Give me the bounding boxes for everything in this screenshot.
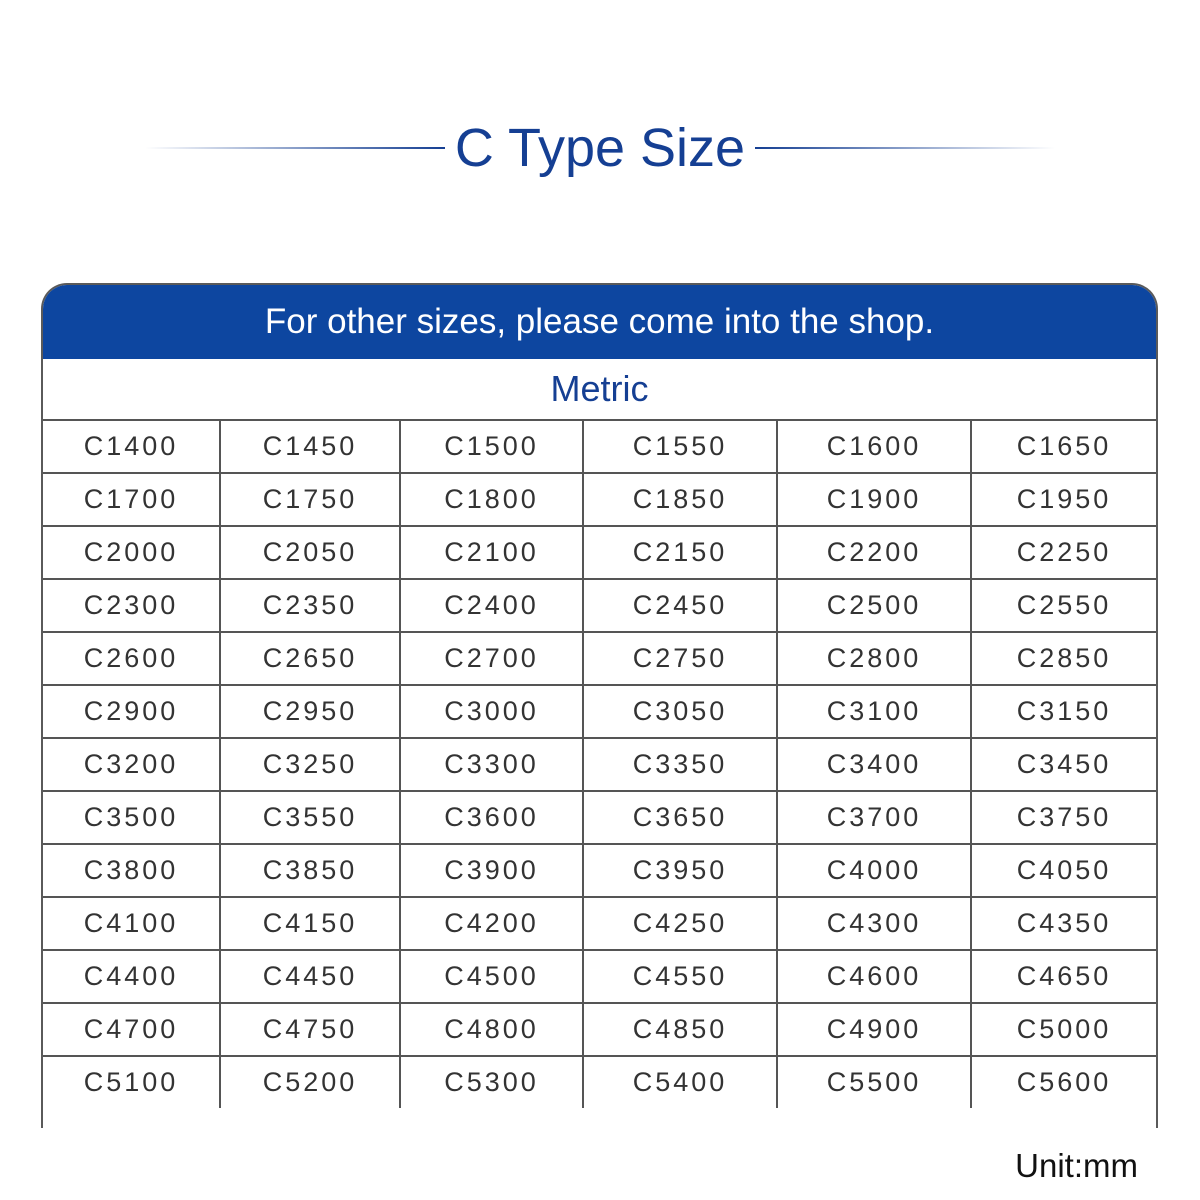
table-row xyxy=(43,473,1156,526)
unit-label: Unit:mm xyxy=(1015,1147,1138,1184)
size-cell: C3750 xyxy=(971,791,1156,844)
size-cell: C3250 xyxy=(220,738,400,791)
size-table-card xyxy=(41,283,1158,1128)
size-cell: C1900 xyxy=(777,473,971,526)
table-row xyxy=(43,791,1156,844)
size-cell: C3850 xyxy=(220,844,400,897)
size-cell: C4900 xyxy=(777,1003,971,1056)
size-table-body xyxy=(43,421,1156,1108)
size-cell: C4500 xyxy=(400,950,583,1003)
table-row xyxy=(43,579,1156,632)
size-cell: C4350 xyxy=(971,897,1156,950)
size-cell: C3000 xyxy=(400,685,583,738)
size-cell: C2400 xyxy=(400,579,583,632)
size-cell: C4550 xyxy=(583,950,777,1003)
size-cell: C5200 xyxy=(220,1056,400,1108)
size-cell: C3700 xyxy=(777,791,971,844)
size-cell: C4150 xyxy=(220,897,400,950)
size-cell: C3650 xyxy=(583,791,777,844)
size-cell: C2250 xyxy=(971,526,1156,579)
size-cell: C2850 xyxy=(971,632,1156,685)
size-table xyxy=(43,421,1156,1108)
size-cell: C1650 xyxy=(1016,431,1112,461)
size-cell: C2450 xyxy=(583,579,777,632)
size-cell: C4200 xyxy=(400,897,583,950)
size-cell: C4400 xyxy=(43,950,220,1003)
size-cell: C1850 xyxy=(583,473,777,526)
size-cell: C3050 xyxy=(583,685,777,738)
size-cell: C4650 xyxy=(971,950,1156,1003)
size-cell: C3500 xyxy=(43,791,220,844)
size-cell: C4450 xyxy=(220,950,400,1003)
size-cell: C1800 xyxy=(400,473,583,526)
table-heading: Metric xyxy=(43,359,1156,421)
size-cell: C1950 xyxy=(971,473,1156,526)
table-row xyxy=(43,844,1156,897)
size-cell: C2100 xyxy=(400,526,583,579)
size-cell: C1750 xyxy=(220,473,400,526)
size-cell: C4250 xyxy=(583,897,777,950)
size-cell: C4750 xyxy=(220,1003,400,1056)
table-row xyxy=(43,421,1156,473)
size-cell: C5100 xyxy=(43,1056,220,1108)
table-row xyxy=(43,950,1156,1003)
size-cell: C2700 xyxy=(400,632,583,685)
size-cell: C3950 xyxy=(583,844,777,897)
size-cell: C3450 xyxy=(971,738,1156,791)
size-cell: C5400 xyxy=(583,1056,777,1108)
size-cell: C2200 xyxy=(777,526,971,579)
size-cell: C3400 xyxy=(777,738,971,791)
size-cell: C5600 xyxy=(971,1056,1156,1108)
size-cell: C2150 xyxy=(583,526,777,579)
size-cell: C2600 xyxy=(43,632,220,685)
size-cell: C1450 xyxy=(220,421,400,473)
size-cell: C3600 xyxy=(400,791,583,844)
size-cell: C3350 xyxy=(583,738,777,791)
size-cell: C3150 xyxy=(971,685,1156,738)
size-cell: C2800 xyxy=(777,632,971,685)
table-row xyxy=(43,1056,1156,1108)
table-row xyxy=(43,526,1156,579)
size-cell: C4100 xyxy=(43,897,220,950)
size-cell: C2300 xyxy=(43,579,220,632)
size-cell: C3300 xyxy=(400,738,583,791)
size-cell: C3800 xyxy=(43,844,220,897)
size-cell: C4000 xyxy=(777,844,971,897)
size-cell: C2350 xyxy=(220,579,400,632)
size-cell: C2500 xyxy=(777,579,971,632)
table-row xyxy=(43,632,1156,685)
size-cell: C4800 xyxy=(400,1003,583,1056)
size-cell: C2750 xyxy=(583,632,777,685)
title-bar xyxy=(0,108,1200,188)
shop-banner: For other sizes, please come into the shop. xyxy=(43,285,1156,359)
size-cell: C2900 xyxy=(43,685,220,738)
size-cell: C2050 xyxy=(220,526,400,579)
size-cell: C2650 xyxy=(220,632,400,685)
size-cell: C5000 xyxy=(971,1003,1156,1056)
size-cell: C1500 xyxy=(400,421,583,473)
size-cell: C4050 xyxy=(971,844,1156,897)
size-cell: C4700 xyxy=(43,1003,220,1056)
size-cell: C4600 xyxy=(777,950,971,1003)
size-cell: C1550 xyxy=(583,421,777,473)
table-row xyxy=(43,897,1156,950)
title-rule-right xyxy=(755,147,1055,149)
size-cell: C1600 xyxy=(777,421,971,473)
size-cell: C5500 xyxy=(777,1056,971,1108)
table-row xyxy=(43,685,1156,738)
size-cell: C4300 xyxy=(777,897,971,950)
size-cell: C3200 xyxy=(43,738,220,791)
title-rule-left xyxy=(145,147,445,149)
size-cell: C3100 xyxy=(777,685,971,738)
size-cell: C5300 xyxy=(400,1056,583,1108)
size-cell: C3550 xyxy=(220,791,400,844)
size-cell: C2950 xyxy=(220,685,400,738)
size-cell: C4850 xyxy=(583,1003,777,1056)
size-cell: C3900 xyxy=(400,844,583,897)
table-row xyxy=(43,1003,1156,1056)
size-cell: C2000 xyxy=(43,526,220,579)
size-cell: C2550 xyxy=(971,579,1156,632)
page-title: C Type Size xyxy=(454,118,746,178)
size-cell: C1700 xyxy=(43,473,220,526)
size-cell: C1400 xyxy=(43,421,220,473)
table-row xyxy=(43,738,1156,791)
